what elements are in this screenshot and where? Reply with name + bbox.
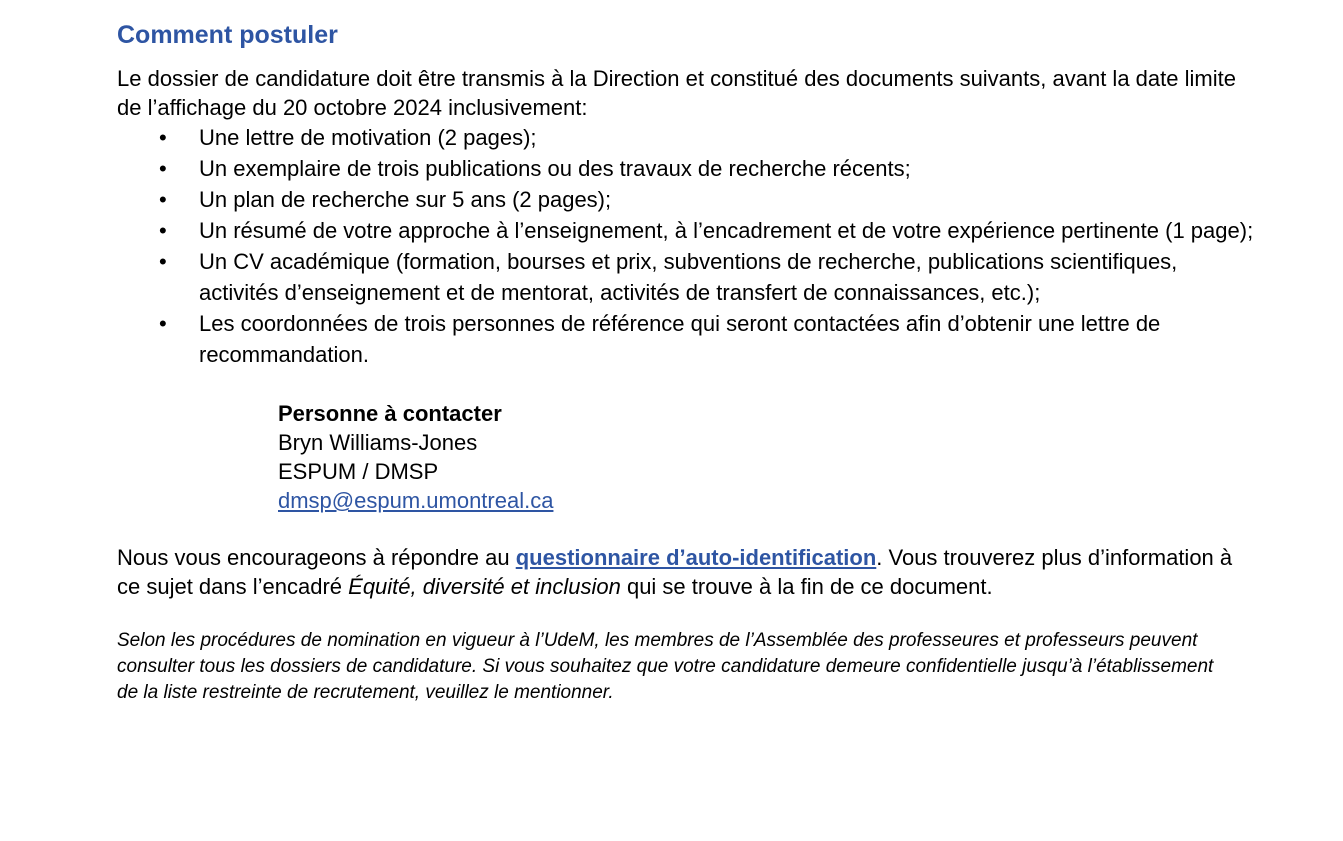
document-section (117, 18, 1277, 725)
bullet-icon: • (159, 218, 167, 243)
list-item-text: Un CV académique (formation, bourses et prix, subventions de recherche, publications scientifiques, activités d’enseignement et de mentorat, activités de transfert de connaissances, etc.); (199, 249, 1178, 305)
bullet-icon: • (159, 311, 167, 336)
bullet-icon: • (159, 187, 167, 212)
list-item-text: Les coordonnées de trois personnes de référence qui seront contactées afin d’obtenir une lettre de recommandation. (199, 311, 1161, 367)
contact-block (278, 399, 1277, 515)
list-item (117, 122, 1259, 153)
list-item (117, 215, 1259, 246)
encourage-paragraph (117, 543, 1237, 601)
requirements-list (117, 122, 1277, 370)
section-heading: Comment postuler (117, 21, 338, 49)
encourage-text-end: qui se trouve à la fin de ce document. (620, 574, 993, 599)
contact-name: Bryn Williams-Jones (278, 430, 478, 455)
contact-email-link[interactable]: dmsp@espum.umontreal.ca (278, 488, 554, 513)
self-identification-questionnaire-link[interactable]: questionnaire d’auto-identification (515, 545, 877, 570)
list-item (117, 246, 1259, 308)
bullet-icon: • (159, 249, 167, 274)
bullet-icon: • (159, 156, 167, 181)
contact-title: Personne à contacter (278, 401, 502, 426)
list-item-text: Un exemplaire de trois publications ou des travaux de recherche récents; (199, 156, 911, 181)
list-item-text: Un plan de recherche sur 5 ans (2 pages); (199, 187, 612, 212)
list-item (117, 153, 1259, 184)
list-item-text: Une lettre de motivation (2 pages); (199, 125, 537, 150)
list-item-text: Un résumé de votre approche à l’enseignement, à l’encadrement et de votre expérience pertinente (1 page); (199, 218, 1254, 243)
encourage-text-start: Nous vous encourageons à répondre au (117, 545, 516, 570)
list-item (117, 308, 1259, 370)
intro-paragraph: Le dossier de candidature doit être transmis à la Direction et constitué des documents suivants, avant la date limite de l’affichage du 20 octobre 2024 inclusivement: (117, 66, 1236, 120)
contact-unit: ESPUM / DMSP (278, 459, 439, 484)
encourage-text-middle: . Vous trouverez plus d’information à ce sujet dans l’encadré (117, 545, 1233, 599)
list-item (117, 184, 1259, 215)
confidentiality-note: Selon les procédures de nomination en vigueur à l’UdeM, les membres de l’Assemblée des professeures et professeurs peuvent consulter tous les dossiers de candidature. Si vous souhaitez que votre candidature demeure confidentielle jusqu’à l’établissement de la liste restreinte de recrutement, veuillez le mentionner. (117, 630, 1214, 703)
edi-emphasis: Équité, diversité et inclusion (348, 574, 621, 599)
bullet-icon: • (159, 125, 167, 150)
